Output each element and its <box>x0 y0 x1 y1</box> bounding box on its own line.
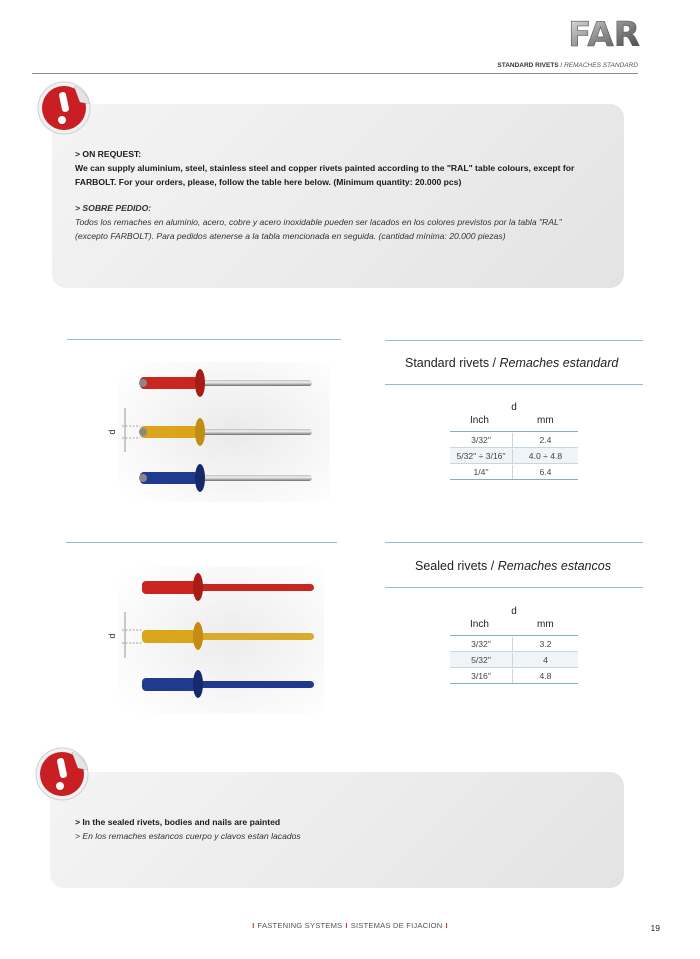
table-row: 1/4" 6.4 <box>450 464 578 480</box>
standard-title-rule-bottom <box>385 384 643 385</box>
footer-label-es: SISTEMAS DE FIJACION <box>350 921 443 930</box>
on-request-title: > ON REQUEST: <box>75 149 142 159</box>
footer-label-en: FASTENING SYSTEMS <box>257 921 343 930</box>
col-mm-header: mm <box>537 415 554 426</box>
standard-spec-table <box>450 402 578 484</box>
on-request-note <box>52 104 624 288</box>
sealed-rivets-photo <box>107 562 328 717</box>
sealed-dimension-label: d <box>107 633 117 639</box>
page-number: 19 <box>650 923 660 933</box>
sealed-title-rule-bottom <box>385 587 643 588</box>
dimension-symbol: d <box>511 402 517 413</box>
sobre-pedido-line-2: (excepto FARBOLT). Para pedidos atenerse a la tabla mencionada en seguida. (cantidad mínima: 20.000 piezas) <box>75 231 506 241</box>
sealed-title-rule-top <box>385 542 643 543</box>
footer-section-label: I FASTENING SYSTEMS I SISTEMAS DE FIJACION I <box>252 921 448 930</box>
sealed-rivets-title: Sealed rivets / Remaches estancos <box>415 559 611 573</box>
sealed-note-es: > En los remaches estancos cuerpo y clavos estan lacados <box>75 831 301 841</box>
col-mm-header: mm <box>537 619 554 630</box>
table-row: 3/32" 2.4 <box>450 432 578 448</box>
sealed-photo-rule <box>66 542 337 543</box>
table-row: 3/16" 4.8 <box>450 668 578 684</box>
sobre-pedido-line-1: Todos los remaches en aluminio, acero, cobre y acero inoxidable pueden ser lacados en los colores previstos por la tabla "RAL" <box>75 217 562 227</box>
svg-text:FAR: FAR <box>568 15 640 55</box>
table-row: 3/32" 3.2 <box>450 636 578 652</box>
standard-rivets-title: Standard rivets / Remaches estandard <box>405 356 619 370</box>
table-row: 5/32" 4 <box>450 652 578 668</box>
col-inch-header: Inch <box>470 619 489 630</box>
sobre-pedido-title: > SOBRE PEDIDO: <box>75 203 152 213</box>
col-inch-header: Inch <box>470 415 489 426</box>
standard-dimension-label: d <box>107 429 117 435</box>
dimension-symbol: d <box>511 606 517 617</box>
standard-rivets-photo <box>107 358 335 506</box>
warning-exclamation-icon <box>36 80 92 136</box>
standard-title-rule-top <box>385 340 643 341</box>
warning-exclamation-icon <box>34 746 90 802</box>
on-request-line-2: FARBOLT. For your orders, please, follow the table here below. (Minimum quantity: 20.000 pcs) <box>75 177 462 187</box>
sealed-spec-table <box>450 606 578 688</box>
far-logo <box>568 14 640 55</box>
header-divider <box>32 73 638 74</box>
on-request-line-1: We can supply aluminium, steel, stainless steel and copper rivets painted according to the "RAL" table colours, except for <box>75 163 575 173</box>
standard-photo-rule <box>67 339 341 340</box>
table-row: 5/32" ÷ 3/16" 4.0 ÷ 4.8 <box>450 448 578 464</box>
breadcrumb-en: STANDARD RIVETS <box>497 62 559 69</box>
breadcrumb-es: REMACHES STANDARD <box>564 62 638 69</box>
section-breadcrumb: STANDARD RIVETS / REMACHES STANDARD <box>497 62 638 69</box>
sealed-note-en: > In the sealed rivets, bodies and nails are painted <box>75 817 281 827</box>
